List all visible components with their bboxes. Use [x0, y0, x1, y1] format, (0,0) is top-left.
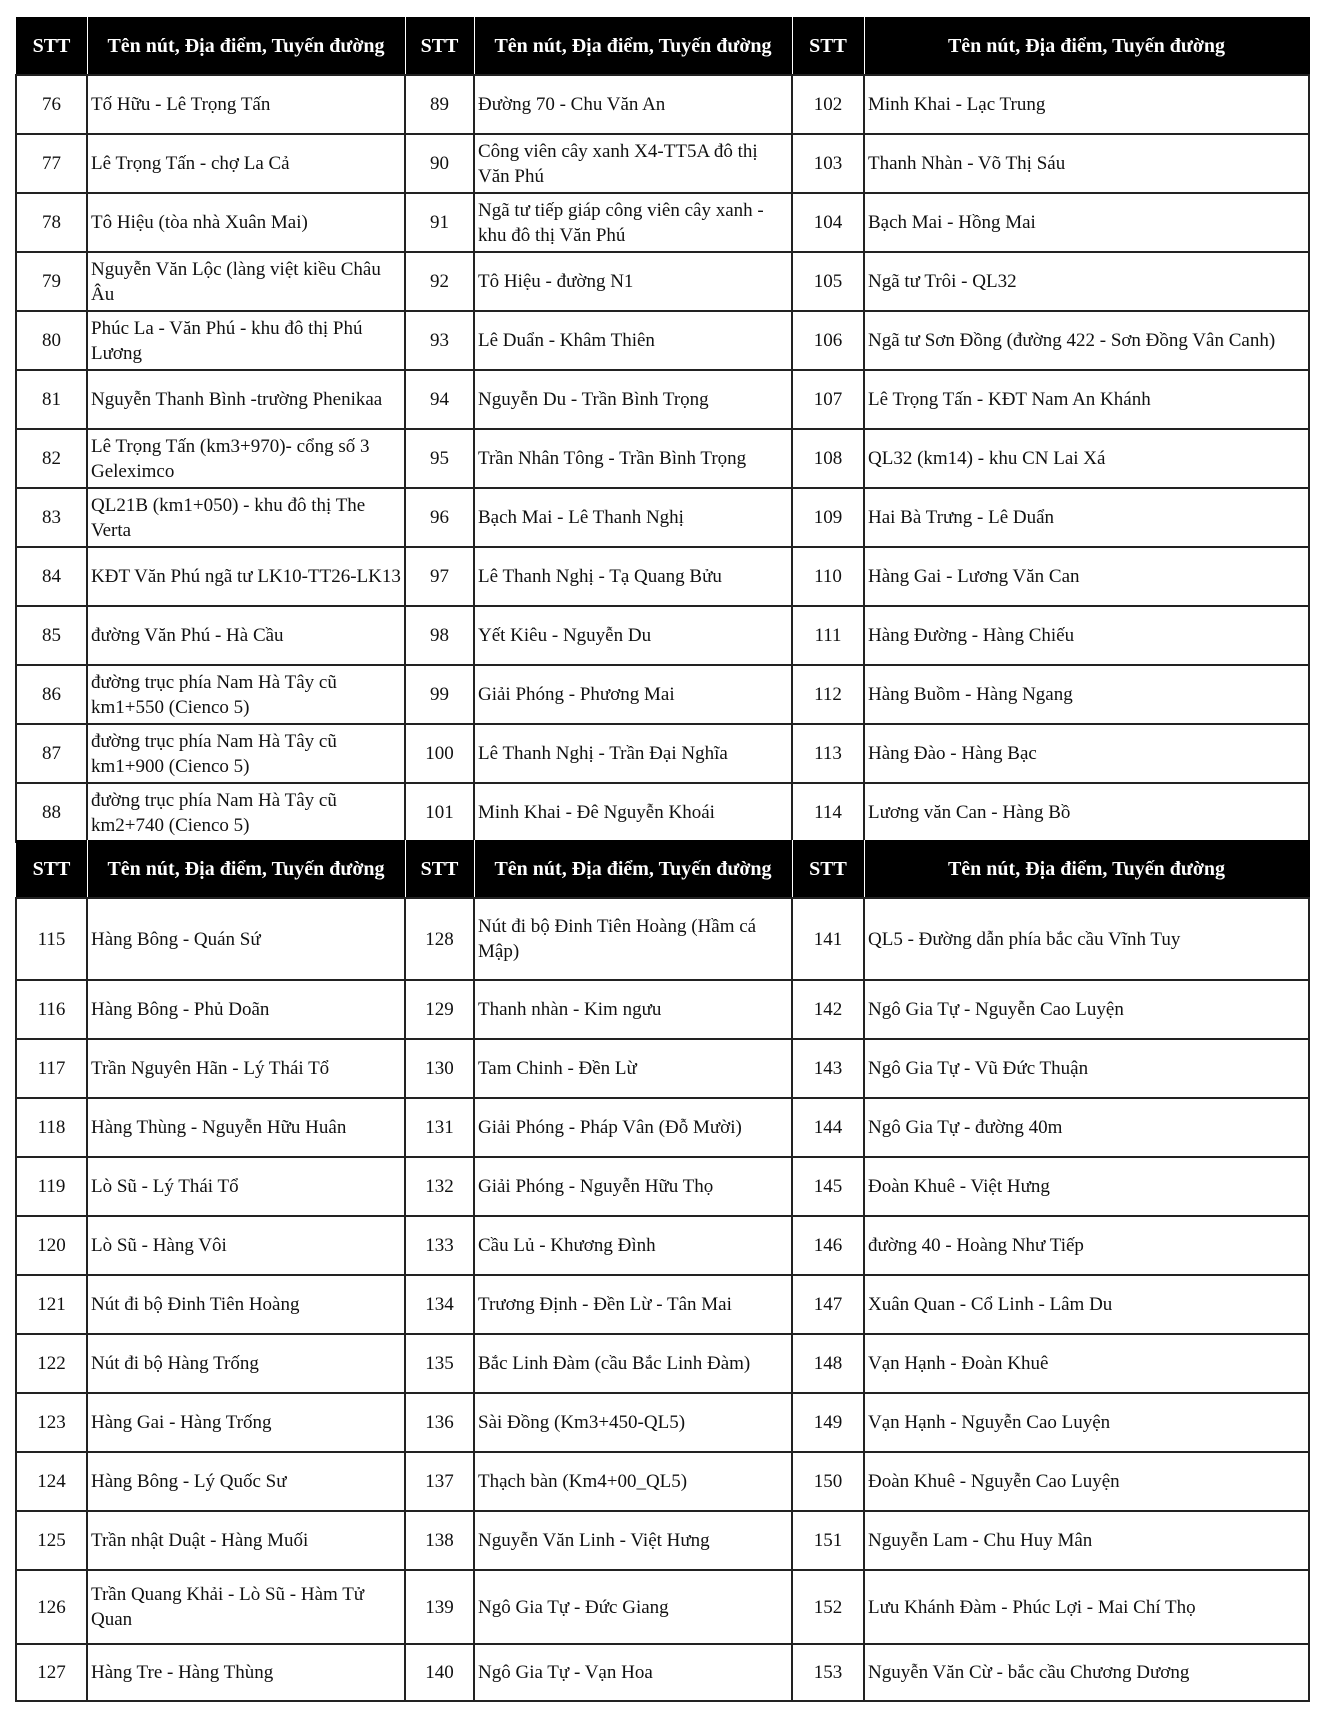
stt-cell: 100 — [405, 724, 474, 783]
stt-cell: 137 — [405, 1452, 474, 1511]
stt-cell: 144 — [792, 1098, 864, 1157]
stt-cell: 150 — [792, 1452, 864, 1511]
stt-header: STT — [16, 841, 87, 899]
location-cell: Sài Đồng (Km3+450-QL5) — [474, 1393, 792, 1452]
location-cell: Ngã tư Trôi - QL32 — [864, 252, 1309, 311]
stt-cell: 106 — [792, 311, 864, 370]
stt-cell: 153 — [792, 1644, 864, 1701]
location-cell: Tam Chinh - Đền Lừ — [474, 1039, 792, 1098]
table-row — [16, 724, 1309, 783]
stt-cell: 111 — [792, 606, 864, 665]
location-cell: Bắc Linh Đàm (cầu Bắc Linh Đàm) — [474, 1334, 792, 1393]
stt-cell: 80 — [16, 311, 87, 370]
location-cell: Hàng Thùng - Nguyễn Hữu Huân — [87, 1098, 405, 1157]
stt-cell: 108 — [792, 429, 864, 488]
stt-cell: 84 — [16, 547, 87, 606]
location-cell: Bạch Mai - Hồng Mai — [864, 193, 1309, 252]
stt-cell: 135 — [405, 1334, 474, 1393]
location-cell: QL21B (km1+050) - khu đô thị The Verta — [87, 488, 405, 547]
stt-cell: 122 — [16, 1334, 87, 1393]
location-cell: Hàng Bông - Phủ Doãn — [87, 980, 405, 1039]
table-row — [16, 1644, 1309, 1701]
location-header: Tên nút, Địa điểm, Tuyến đường — [474, 18, 792, 76]
location-cell: Ngô Gia Tự - đường 40m — [864, 1098, 1309, 1157]
location-cell: Công viên cây xanh X4-TT5A đô thị Văn Phú — [474, 134, 792, 193]
location-cell: đường 40 - Hoàng Như Tiếp — [864, 1216, 1309, 1275]
stt-cell: 110 — [792, 547, 864, 606]
stt-cell: 81 — [16, 370, 87, 429]
location-header: Tên nút, Địa điểm, Tuyến đường — [864, 18, 1309, 76]
table-1 — [15, 17, 1310, 843]
location-cell: Lưu Khánh Đàm - Phúc Lợi - Mai Chí Thọ — [864, 1570, 1309, 1644]
table-row — [16, 665, 1309, 724]
location-cell: Nút đi bộ Đinh Tiên Hoàng — [87, 1275, 405, 1334]
location-cell: Phúc La - Văn Phú - khu đô thị Phú Lương — [87, 311, 405, 370]
stt-cell: 86 — [16, 665, 87, 724]
location-cell: Nút đi bộ Đinh Tiên Hoàng (Hầm cá Mập) — [474, 898, 792, 980]
location-header: Tên nút, Địa điểm, Tuyến đường — [474, 841, 792, 899]
table-2-body — [16, 898, 1309, 1701]
stt-cell: 134 — [405, 1275, 474, 1334]
stt-cell: 109 — [792, 488, 864, 547]
stt-header: STT — [405, 841, 474, 899]
location-cell: Minh Khai - Lạc Trung — [864, 75, 1309, 134]
location-cell: Nút đi bộ Hàng Trống — [87, 1334, 405, 1393]
location-cell: Tố Hữu - Lê Trọng Tấn — [87, 75, 405, 134]
stt-cell: 76 — [16, 75, 87, 134]
stt-cell: 113 — [792, 724, 864, 783]
location-cell: Xuân Quan - Cổ Linh - Lâm Du — [864, 1275, 1309, 1334]
stt-cell: 146 — [792, 1216, 864, 1275]
location-cell: Ngã tư tiếp giáp công viên cây xanh - khu đô thị Văn Phú — [474, 193, 792, 252]
location-cell: đường Văn Phú - Hà Cầu — [87, 606, 405, 665]
stt-cell: 85 — [16, 606, 87, 665]
stt-cell: 89 — [405, 75, 474, 134]
table-row — [16, 980, 1309, 1039]
location-cell: Bạch Mai - Lê Thanh Nghị — [474, 488, 792, 547]
location-cell: Lê Trọng Tấn - chợ La Cả — [87, 134, 405, 193]
stt-header: STT — [792, 841, 864, 899]
location-cell: đường trục phía Nam Hà Tây cũ km1+900 (Cienco 5) — [87, 724, 405, 783]
location-cell: Cầu Lủ - Khương Đình — [474, 1216, 792, 1275]
stt-cell: 142 — [792, 980, 864, 1039]
stt-cell: 128 — [405, 898, 474, 980]
stt-cell: 78 — [16, 193, 87, 252]
stt-cell: 136 — [405, 1393, 474, 1452]
location-cell: Ngô Gia Tự - Đức Giang — [474, 1570, 792, 1644]
location-cell: Đoàn Khuê - Việt Hưng — [864, 1157, 1309, 1216]
location-cell: Lê Thanh Nghị - Tạ Quang Bửu — [474, 547, 792, 606]
location-cell: Đoàn Khuê - Nguyễn Cao Luyện — [864, 1452, 1309, 1511]
table-row — [16, 1334, 1309, 1393]
location-cell: Thạch bàn (Km4+00_QL5) — [474, 1452, 792, 1511]
table-row — [16, 1393, 1309, 1452]
table-row — [16, 1216, 1309, 1275]
table-row — [16, 547, 1309, 606]
stt-cell: 120 — [16, 1216, 87, 1275]
location-cell: Hàng Gai - Hàng Trống — [87, 1393, 405, 1452]
location-cell: Lò Sũ - Lý Thái Tổ — [87, 1157, 405, 1216]
stt-cell: 99 — [405, 665, 474, 724]
location-cell: Lê Thanh Nghị - Trần Đại Nghĩa — [474, 724, 792, 783]
stt-cell: 103 — [792, 134, 864, 193]
location-cell: Nguyễn Văn Lộc (làng việt kiều Châu Âu — [87, 252, 405, 311]
stt-cell: 115 — [16, 898, 87, 980]
table-row — [16, 311, 1309, 370]
stt-cell: 148 — [792, 1334, 864, 1393]
table-row — [16, 1511, 1309, 1570]
table-row — [16, 1570, 1309, 1644]
location-cell: Lê Trọng Tấn (km3+970)- cổng số 3 Geleximco — [87, 429, 405, 488]
table-row — [16, 1039, 1309, 1098]
stt-cell: 118 — [16, 1098, 87, 1157]
stt-cell: 140 — [405, 1644, 474, 1701]
table-row — [16, 134, 1309, 193]
stt-cell: 93 — [405, 311, 474, 370]
location-cell: Trần Nguyên Hãn - Lý Thái Tổ — [87, 1039, 405, 1098]
location-header: Tên nút, Địa điểm, Tuyến đường — [864, 841, 1309, 899]
stt-cell: 145 — [792, 1157, 864, 1216]
location-header: Tên nút, Địa điểm, Tuyến đường — [87, 18, 405, 76]
stt-cell: 104 — [792, 193, 864, 252]
stt-cell: 91 — [405, 193, 474, 252]
location-cell: đường trục phía Nam Hà Tây cũ km1+550 (Cienco 5) — [87, 665, 405, 724]
stt-cell: 77 — [16, 134, 87, 193]
stt-cell: 123 — [16, 1393, 87, 1452]
stt-cell: 79 — [16, 252, 87, 311]
table-row — [16, 488, 1309, 547]
location-cell: Lê Duẩn - Khâm Thiên — [474, 311, 792, 370]
stt-cell: 116 — [16, 980, 87, 1039]
location-cell: Lê Trọng Tấn - KĐT Nam An Khánh — [864, 370, 1309, 429]
location-cell: Hàng Buồm - Hàng Ngang — [864, 665, 1309, 724]
stt-header: STT — [792, 18, 864, 76]
table-row — [16, 193, 1309, 252]
stt-cell: 117 — [16, 1039, 87, 1098]
location-cell: Ngô Gia Tự - Vạn Hoa — [474, 1644, 792, 1701]
stt-cell: 82 — [16, 429, 87, 488]
location-cell: Trương Định - Đền Lừ - Tân Mai — [474, 1275, 792, 1334]
table-row — [16, 75, 1309, 134]
location-cell: Hai Bà Trưng - Lê Duẩn — [864, 488, 1309, 547]
table-row — [16, 252, 1309, 311]
stt-cell: 112 — [792, 665, 864, 724]
location-cell: QL5 - Đường dẫn phía bắc cầu Vĩnh Tuy — [864, 898, 1309, 980]
location-cell: Thanh Nhàn - Võ Thị Sáu — [864, 134, 1309, 193]
stt-cell: 138 — [405, 1511, 474, 1570]
stt-cell: 139 — [405, 1570, 474, 1644]
location-cell: Giải Phóng - Pháp Vân (Đỗ Mười) — [474, 1098, 792, 1157]
location-cell: Giải Phóng - Nguyễn Hữu Thọ — [474, 1157, 792, 1216]
stt-cell: 151 — [792, 1511, 864, 1570]
stt-cell: 88 — [16, 783, 87, 842]
location-cell: Nguyễn Thanh Bình -trường Phenikaa — [87, 370, 405, 429]
stt-cell: 133 — [405, 1216, 474, 1275]
stt-header: STT — [405, 18, 474, 76]
location-cell: Vạn Hạnh - Đoàn Khuê — [864, 1334, 1309, 1393]
stt-cell: 87 — [16, 724, 87, 783]
location-cell: Nguyễn Văn Linh - Việt Hưng — [474, 1511, 792, 1570]
stt-cell: 121 — [16, 1275, 87, 1334]
location-cell: Ngô Gia Tự - Nguyễn Cao Luyện — [864, 980, 1309, 1039]
location-cell: Lương văn Can - Hàng Bồ — [864, 783, 1309, 842]
stt-cell: 131 — [405, 1098, 474, 1157]
location-cell: Vạn Hạnh - Nguyễn Cao Luyện — [864, 1393, 1309, 1452]
stt-cell: 98 — [405, 606, 474, 665]
table-row — [16, 606, 1309, 665]
stt-cell: 132 — [405, 1157, 474, 1216]
location-cell: Ngô Gia Tự - Vũ Đức Thuận — [864, 1039, 1309, 1098]
stt-cell: 124 — [16, 1452, 87, 1511]
stt-cell: 94 — [405, 370, 474, 429]
table-row — [16, 370, 1309, 429]
stt-cell: 129 — [405, 980, 474, 1039]
table-row — [16, 1275, 1309, 1334]
table-row — [16, 1452, 1309, 1511]
table-row — [16, 1098, 1309, 1157]
header-row — [16, 18, 1309, 76]
location-cell: Hàng Tre - Hàng Thùng — [87, 1644, 405, 1701]
stt-cell: 149 — [792, 1393, 864, 1452]
table-row — [16, 429, 1309, 488]
location-cell: đường trục phía Nam Hà Tây cũ km2+740 (Cienco 5) — [87, 783, 405, 842]
table-1-body — [16, 75, 1309, 842]
location-cell: Thanh nhàn - Kim ngưu — [474, 980, 792, 1039]
location-cell: Nguyễn Văn Cừ - bắc cầu Chương Dương — [864, 1644, 1309, 1701]
stt-cell: 102 — [792, 75, 864, 134]
table-row — [16, 1157, 1309, 1216]
stt-cell: 83 — [16, 488, 87, 547]
table-row — [16, 783, 1309, 842]
location-cell: Minh Khai - Đê Nguyễn Khoái — [474, 783, 792, 842]
stt-cell: 105 — [792, 252, 864, 311]
location-cell: Trần Nhân Tông - Trần Bình Trọng — [474, 429, 792, 488]
location-cell: QL32 (km14) - khu CN Lai Xá — [864, 429, 1309, 488]
stt-cell: 107 — [792, 370, 864, 429]
stt-cell: 125 — [16, 1511, 87, 1570]
location-header: Tên nút, Địa điểm, Tuyến đường — [87, 841, 405, 899]
stt-cell: 119 — [16, 1157, 87, 1216]
location-cell: Hàng Gai - Lương Văn Can — [864, 547, 1309, 606]
location-cell: Hàng Đường - Hàng Chiếu — [864, 606, 1309, 665]
stt-header: STT — [16, 18, 87, 76]
stt-cell: 141 — [792, 898, 864, 980]
location-cell: Hàng Bông - Lý Quốc Sư — [87, 1452, 405, 1511]
location-cell: Tô Hiệu (tòa nhà Xuân Mai) — [87, 193, 405, 252]
header-row — [16, 841, 1309, 899]
stt-cell: 143 — [792, 1039, 864, 1098]
stt-cell: 152 — [792, 1570, 864, 1644]
stt-cell: 97 — [405, 547, 474, 606]
location-cell: Đường 70 - Chu Văn An — [474, 75, 792, 134]
location-cell: Nguyễn Du - Trần Bình Trọng — [474, 370, 792, 429]
stt-cell: 101 — [405, 783, 474, 842]
stt-cell: 90 — [405, 134, 474, 193]
location-cell: Yết Kiêu - Nguyễn Du — [474, 606, 792, 665]
stt-cell: 126 — [16, 1570, 87, 1644]
location-cell: Trần Quang Khải - Lò Sũ - Hàm Tử Quan — [87, 1570, 405, 1644]
location-cell: Trần nhật Duật - Hàng Muối — [87, 1511, 405, 1570]
stt-cell: 114 — [792, 783, 864, 842]
location-cell: Giải Phóng - Phương Mai — [474, 665, 792, 724]
location-cell: KĐT Văn Phú ngã tư LK10-TT26-LK13 — [87, 547, 405, 606]
location-cell: Tô Hiệu - đường N1 — [474, 252, 792, 311]
stt-cell: 147 — [792, 1275, 864, 1334]
location-cell: Hàng Đào - Hàng Bạc — [864, 724, 1309, 783]
location-cell: Hàng Bông - Quán Sứ — [87, 898, 405, 980]
table-row — [16, 898, 1309, 980]
stt-cell: 127 — [16, 1644, 87, 1701]
stt-cell: 96 — [405, 488, 474, 547]
table-2 — [15, 840, 1310, 1702]
location-cell: Nguyễn Lam - Chu Huy Mân — [864, 1511, 1309, 1570]
location-cell: Lò Sũ - Hàng Vôi — [87, 1216, 405, 1275]
stt-cell: 92 — [405, 252, 474, 311]
stt-cell: 130 — [405, 1039, 474, 1098]
location-cell: Ngã tư Sơn Đồng (đường 422 - Sơn Đồng Vân Canh) — [864, 311, 1309, 370]
stt-cell: 95 — [405, 429, 474, 488]
